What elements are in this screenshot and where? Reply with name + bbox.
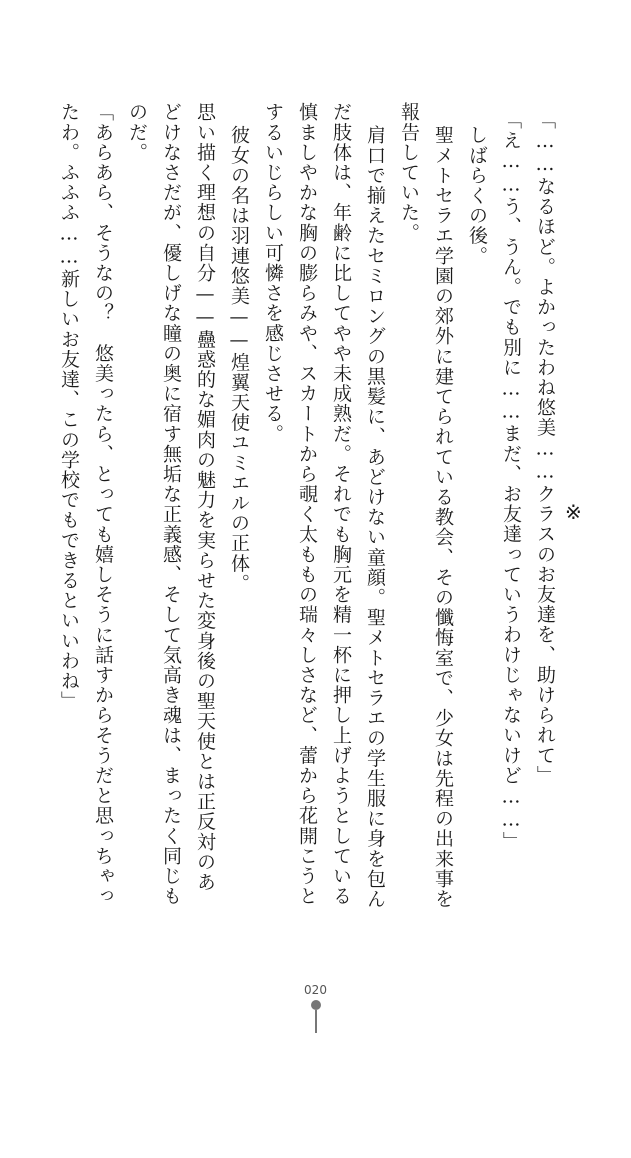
page-marker-dot <box>311 1000 321 1010</box>
section-mark: ※ <box>565 500 582 524</box>
page-marker-line <box>315 1010 317 1033</box>
page-number: 020 <box>304 983 327 997</box>
